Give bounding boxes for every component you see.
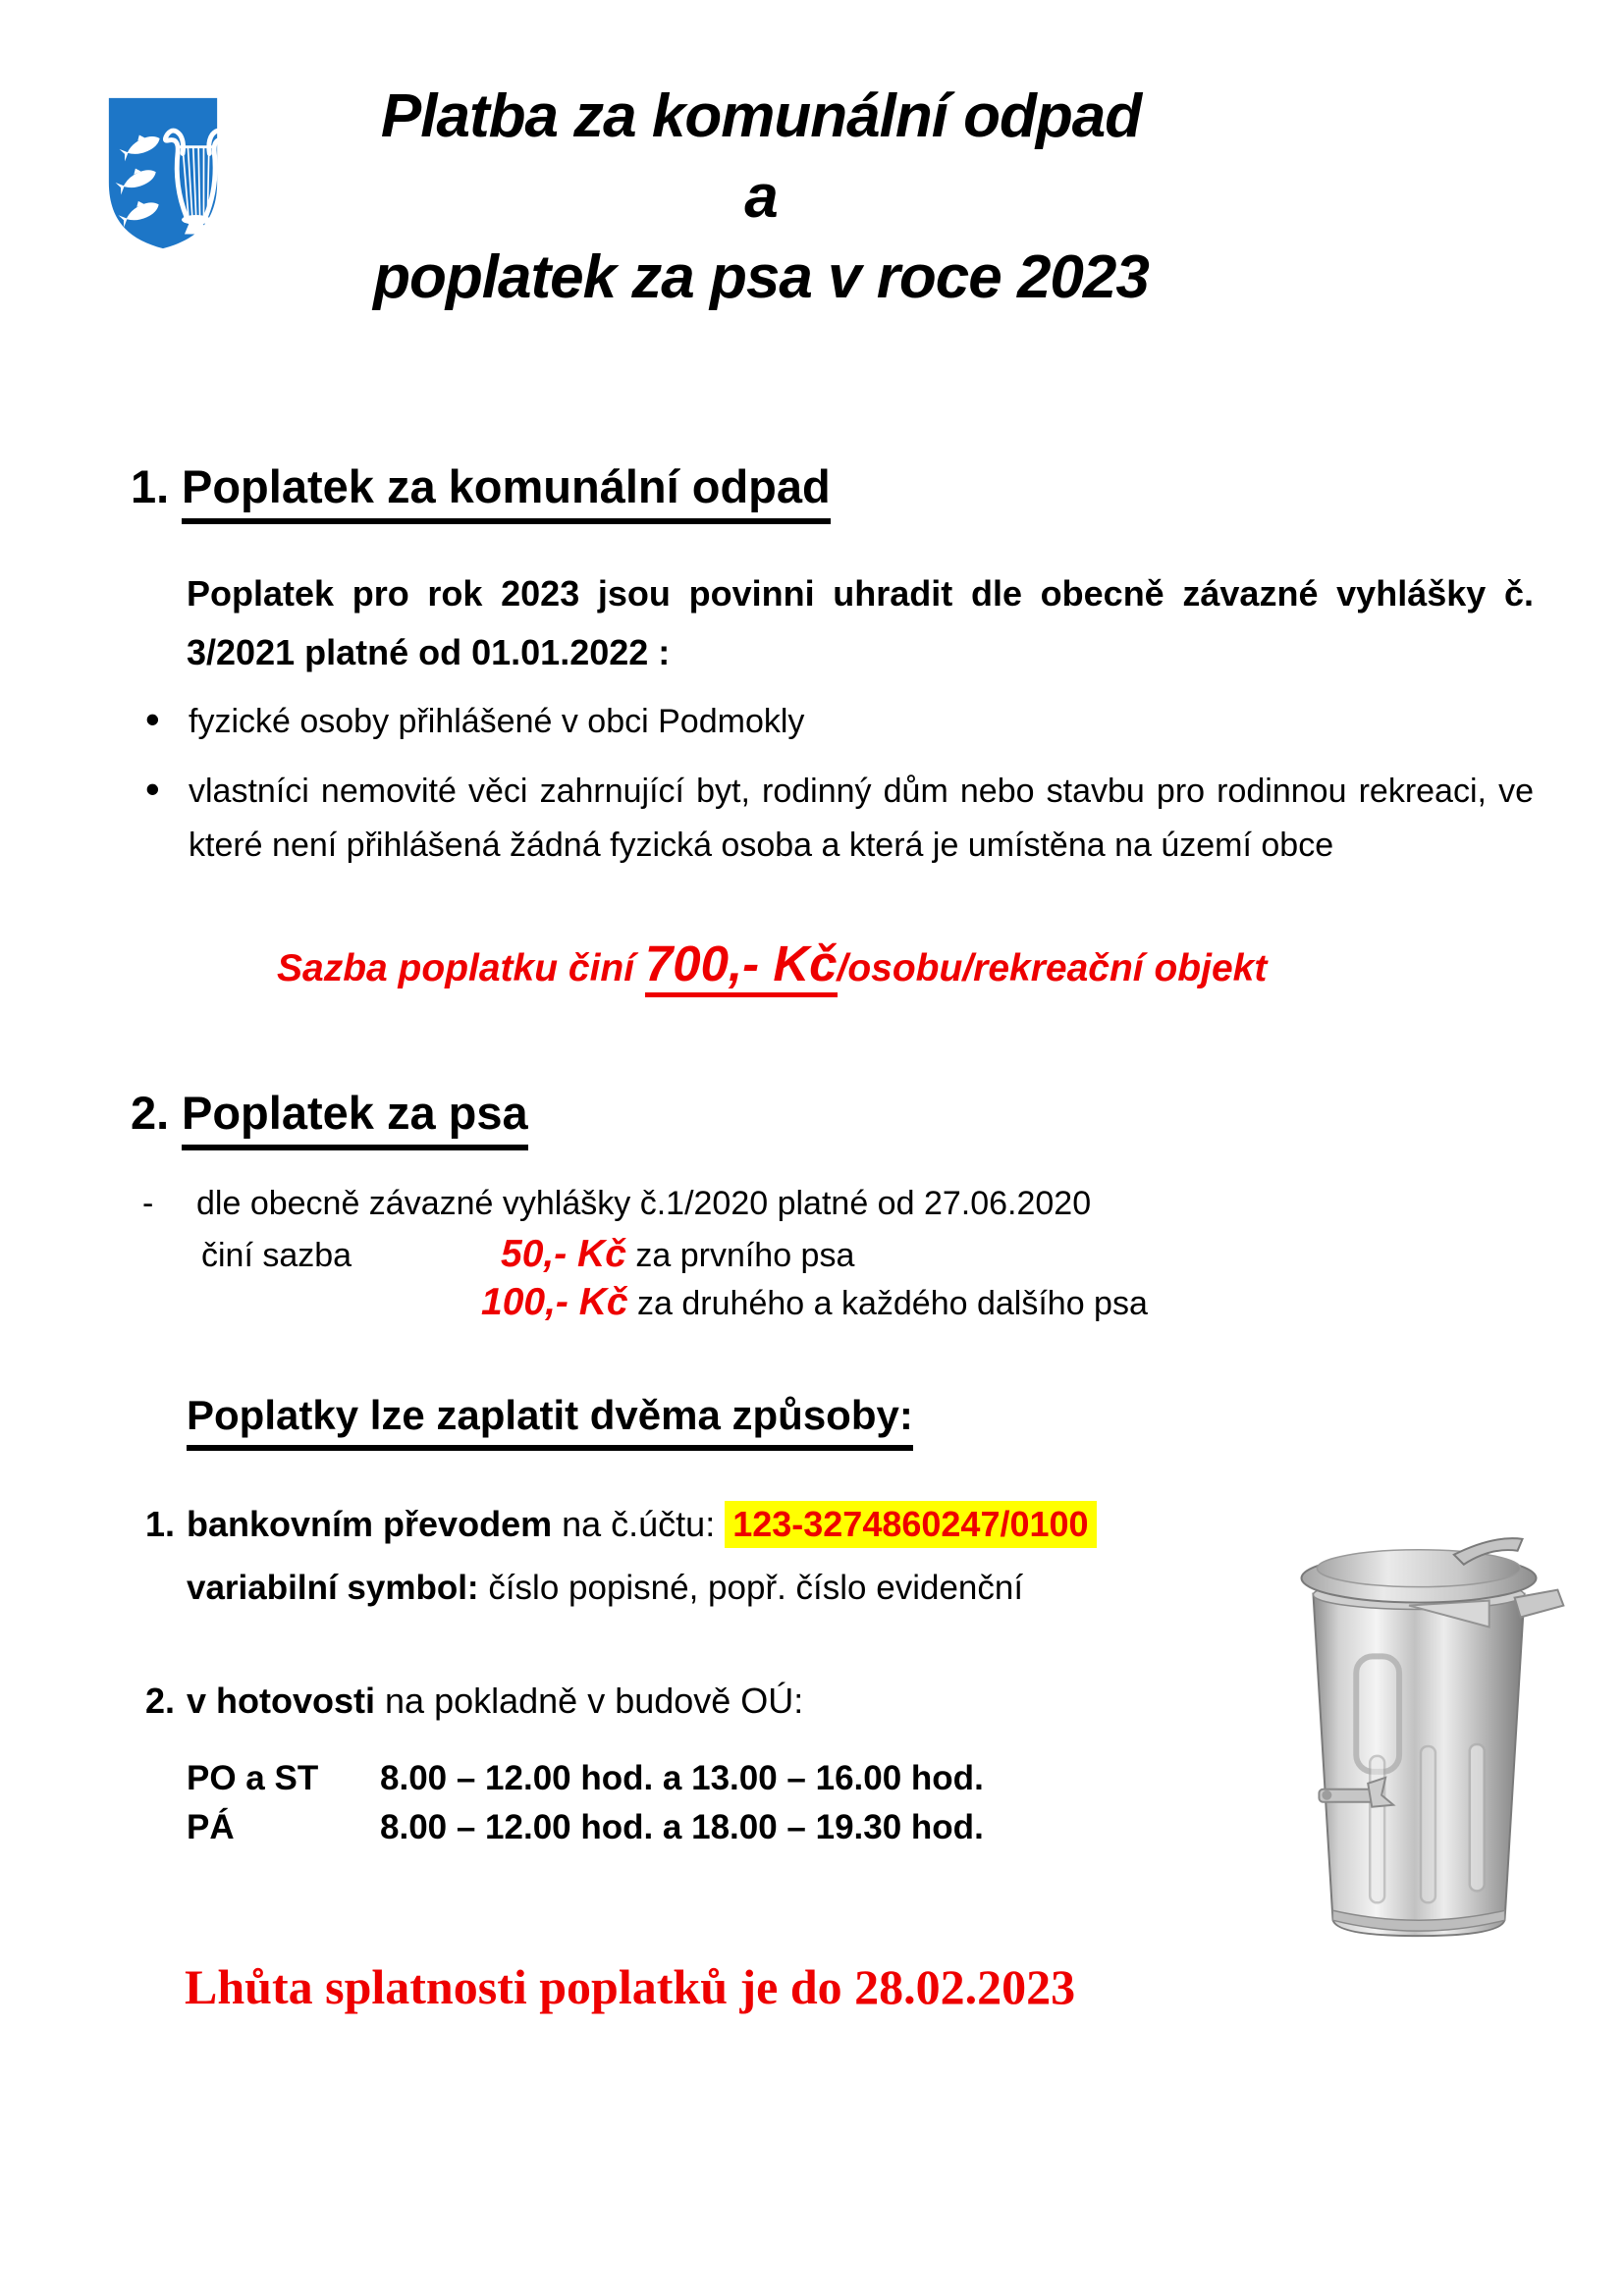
section2-number: 2. [131,1087,170,1139]
office-hours-row [187,1803,984,1852]
cash-label: v hotovosti [187,1681,376,1721]
rate-prefix: Sazba poplatku činí [277,947,645,989]
title-line-3: poplatek za psa v roce 2023 [373,243,1149,311]
bullet-item: • vlastníci nemovité věci zahrnující byt, rodinný dům nebo stavbu pro rodinnou rekreaci, ve které není přihlášená žádná fyzická osoba a která je umístěna na území obce [145,765,1534,873]
dog-fee-first-line [201,1233,854,1276]
section1-intro: Poplatek pro rok 2023 jsou povinni uhradit dle obecně závazné vyhlášky č. 3/2021 platné od 01.01.2022 : [187,573,1534,672]
dog-fee-second-line [481,1281,1148,1324]
dog-fee-regulation-text: dle obecně závazné vyhlášky č.1/2020 platné od 27.06.2020 [196,1185,1092,1222]
section1-number: 1. [131,460,170,512]
office-hours-day: PÁ [187,1808,235,1846]
section1-heading-text: Poplatek za komunální odpad [182,459,831,524]
office-hours-day: PO a ST [187,1759,319,1797]
dog-fee-label: činí sazba [201,1237,352,1274]
dog-fee-first-text: za prvního psa [625,1237,855,1274]
dog-fee-first-amount: 50,- Kč [501,1233,626,1275]
variable-symbol-line [187,1569,1023,1608]
rate-suffix: /osobu/rekreační objekt [837,947,1268,989]
payment-item2-number: 2. [145,1681,176,1721]
payment-methods-heading: Poplatky lze zaplatit dvěma způsoby: [187,1392,913,1451]
title-line-1: Platba za komunální odpad [380,82,1142,150]
dog-fee-second-text: za druhého a každého dalšího psa [627,1285,1148,1322]
payment-item1-number: 1. [145,1504,176,1544]
variable-symbol-label: variabilní symbol: [187,1569,479,1607]
section1-bullet-list [145,695,1534,888]
section1-heading [131,459,831,524]
office-hours-time: 8.00 – 12.00 hod. a 13.00 – 16.00 hod. [380,1759,984,1797]
section2-heading [131,1086,528,1150]
variable-symbol-text: číslo popisné, popř. číslo evidenční [478,1569,1024,1607]
dash-marker: - [142,1185,154,1222]
title-line-2: a [744,163,778,231]
section2-heading-text: Poplatek za psa [182,1086,528,1150]
office-hours [187,1754,984,1852]
dog-fee-second-amount: 100,- Kč [481,1281,628,1323]
waste-fee-rate-line [277,934,1553,992]
payment-deadline: Lhůta splatnosti poplatků je do 28.02.2023 [185,1959,1076,2014]
cash-text: na pokladně v budově OÚ: [375,1681,804,1721]
document-title [167,77,1355,318]
bullet-item: • fyzické osoby přihlášené v obci Podmokly [145,695,1534,749]
trash-can-image [1257,1500,1581,1969]
office-hours-row [187,1754,984,1803]
rate-amount: 700,- Kč [645,935,838,997]
account-label: na č.účtu: [552,1504,726,1544]
account-number: 123-3274860247/0100 [725,1501,1096,1548]
payment-method-bank-transfer [145,1504,1097,1545]
dog-fee-regulation-line [142,1185,1091,1223]
payment-method-cash [145,1681,803,1722]
bank-transfer-label: bankovním převodem [187,1504,553,1544]
office-hours-time: 8.00 – 12.00 hod. a 18.00 – 19.30 hod. [380,1808,984,1846]
